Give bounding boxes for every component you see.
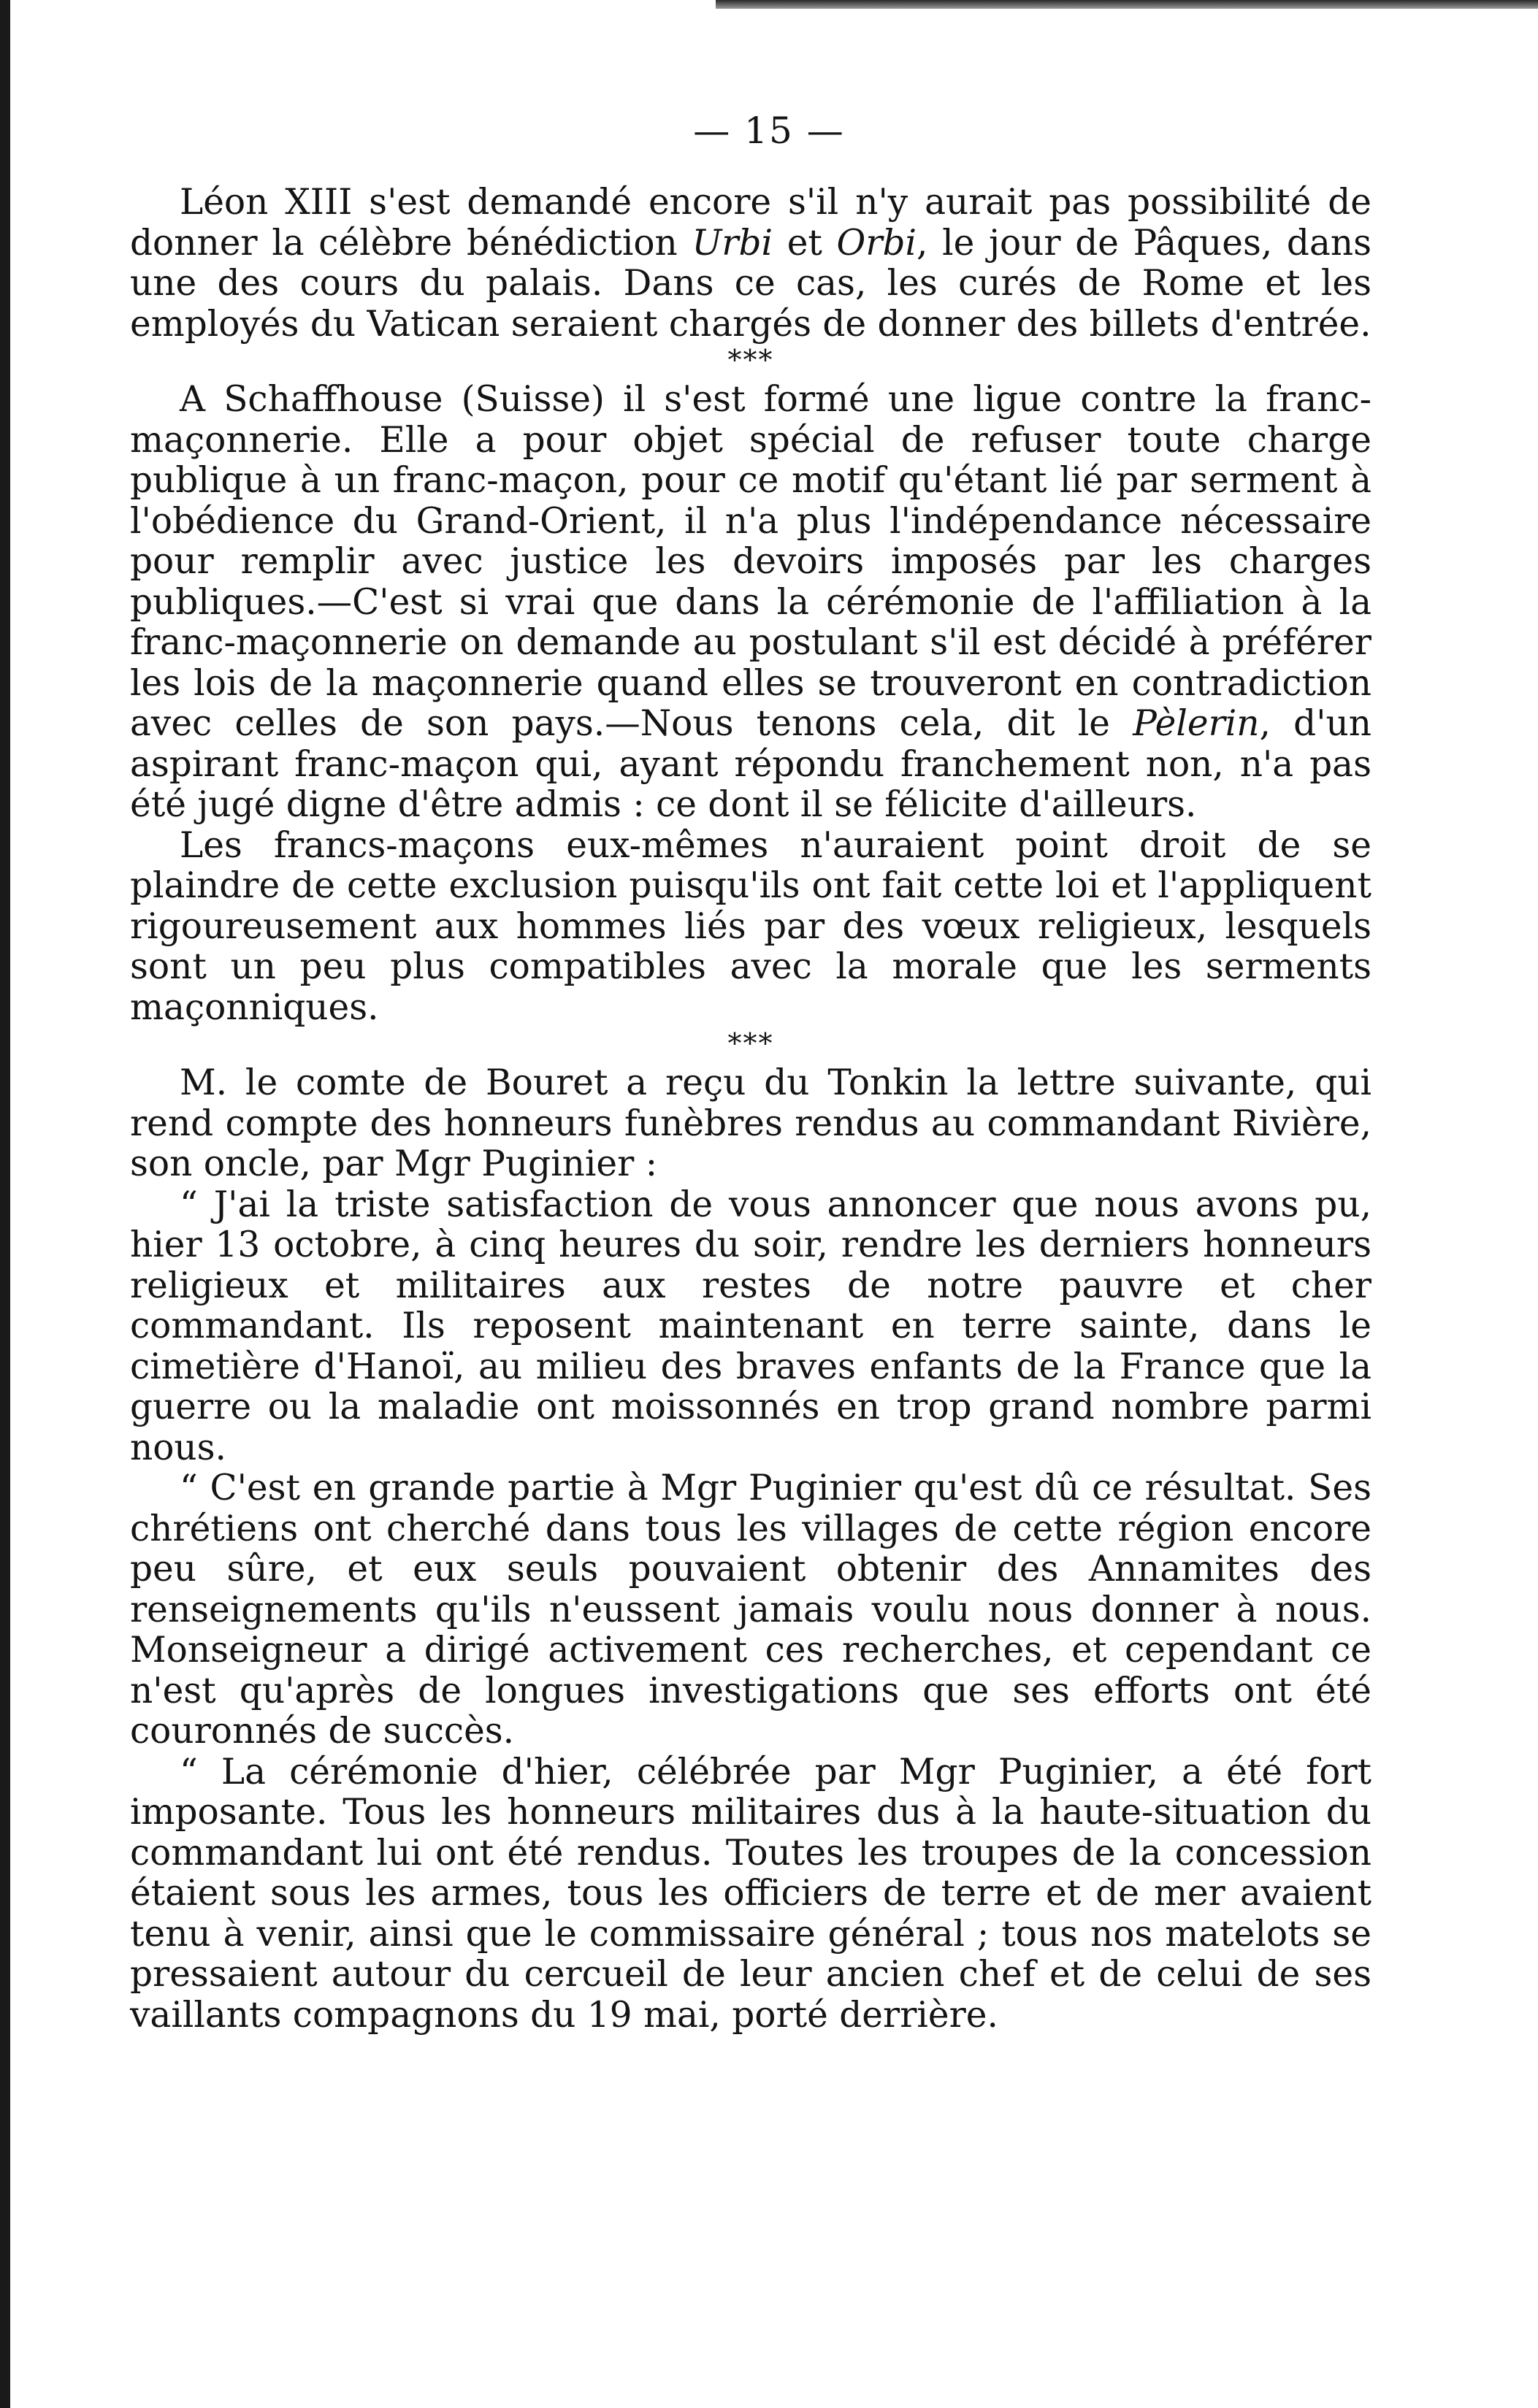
page-number: — 15 — (693, 110, 845, 152)
paragraph-letter-2: “ C'est en grande partie à Mgr Puginier qu'est dû ce résultat. Ses chrétiens ont cherché dans tous les villages de cette région encore peu sûre, et eux seuls pouvaient obtenir des Annamites des renseignements qu'ils n'eussent jamais voulu nous donner à nous. Monseigneur a dirigé activement ces recherches, et cependant ce n'est qu'après de longues investigations que ses efforts ont été couronnés de succès. (130, 1468, 1371, 1752)
body-text (130, 183, 1371, 2036)
paragraph-schaffhouse: A Schaffhouse (Suisse) il s'est formé une ligue contre la franc-maçonnerie. Elle a pour objet spécial de refuser toute charge publique à un franc-maçon, pour ce motif qu'étant lié par serment à l'obédience du Grand-Orient, il n'a plus l'indépendance nécessaire pour remplir avec justice les devoirs imposés par les charges publiques.—C'est si vrai que dans la cérémonie de l'affiliation à la franc-maçonnerie on demande au postulant s'il est décidé à préférer les lois de la maçonnerie quand elles se trouveront en contradiction avec celles de son pays.—Nous tenons cela, dit le Pèlerin, d'un aspirant franc-maçon qui, ayant répondu franchement non, n'a pas été jugé digne d'être admis : ce dont il se félicite d'ailleurs. (130, 379, 1372, 825)
section-separator: *** (727, 344, 774, 376)
paragraph-leon-xiii: Léon XIII s'est demandé encore s'il n'y aurait pas possibilité de donner la célèbre bénédiction Urbi et Orbi, le jour de Pâques, dans une des cours du palais. Dans ce cas, les curés de Rome et les employés du Vatican seraient chargés de donner des billets d'entrée. (130, 182, 1372, 345)
paragraph-letter-3: “ La cérémonie d'hier, célébrée par Mgr Puginier, a été fort imposante. Tous les honneurs militaires dus à la haute-situation du commandant lui ont été rendus. Toutes les troupes de la concession étaient sous les armes, tous les officiers de terre et de mer avaient tenu à venir, ainsi que le commissaire général ; tous nos matelots se pressaient autour du cercueil de leur ancien chef et de celui de ses vaillants compagnons du 19 mai, porté derrière. (130, 1751, 1371, 2036)
italic-orbi: Orbi (836, 222, 917, 264)
page-binding-edge (0, 0, 10, 2408)
page-top-edge (716, 0, 1538, 9)
italic-urbi: Urbi (692, 222, 773, 264)
paragraph-francs-macons: Les francs-maçons eux-mêmes n'auraient point droit de se plaindre de cette exclusion puisqu'ils ont fait cette loi et l'appliquent rigoureusement aux hommes liés par des vœux religieux, lesquels sont un peu plus compatibles avec la morale que les serments maçonniques. (130, 824, 1371, 1028)
section-separator: *** (727, 1027, 774, 1059)
paragraph-comte-de-bouret: M. le comte de Bouret a reçu du Tonkin la lettre suivante, qui rend compte des honneurs funèbres rendus au commandant Rivière, son oncle, par Mgr Puginier : (130, 1062, 1371, 1184)
italic-pelerin: Pèlerin (1133, 703, 1260, 744)
paragraph-letter-1: “ J'ai la triste satisfaction de vous annoncer que nous avons pu, hier 13 octobre, à cinq heures du soir, rendre les derniers honneurs religieux et militaires aux restes de notre pauvre et cher commandant. Ils reposent maintenant en terre sainte, dans le cimetière d'Hanoï, au milieu des braves enfants de la France que la guerre ou la maladie ont moissonnés en trop grand nombre parmi nous. (130, 1184, 1371, 1468)
